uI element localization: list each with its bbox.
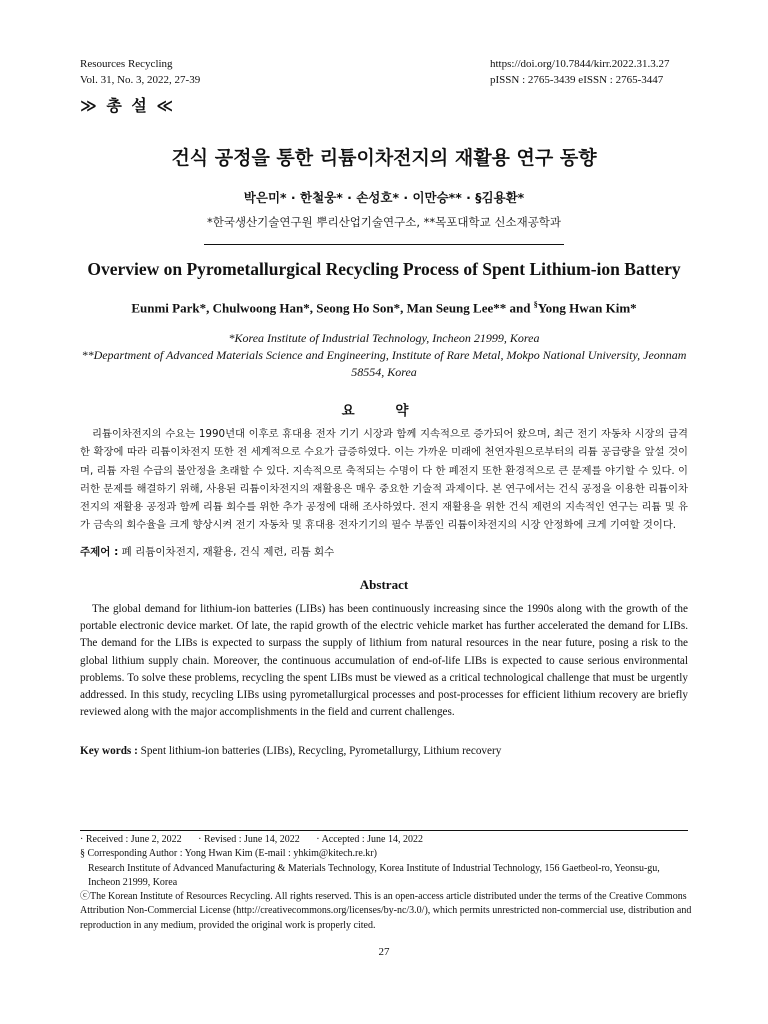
title-divider (204, 244, 564, 245)
authors-last: Yong Hwan Kim* (537, 300, 637, 316)
section-tag: ≫ 총 설 ≪ (80, 96, 176, 115)
corresponding-mark: § (533, 300, 538, 309)
footnotes (80, 833, 692, 933)
authors-main: Eunmi Park*, Chulwoong Han*, Seong Ho Son*, Man Seung Lee** and (131, 300, 534, 316)
english-keywords-label: Key words : (80, 745, 138, 757)
copyright-notice: ⓒThe Korean Institute of Resources Recycling. All rights reserved. This is an open-access article distributed under the terms of the Creative Commons Attribution Non-Commercial License (http://creativecommons.org/licenses/by-nc/3.0/), which permits unrestricted non-commercial use, distribution and reproduction in any medium, provided the original work is properly cited. (80, 891, 692, 931)
issn: pISSN : 2765-3439 eISSN : 2765-3447 (490, 74, 664, 86)
author-address: Research Institute of Advanced Manufacturing & Materials Technology, Korea Institute of Industrial Technology, 156 Gaetbeol-ro, Yeonsu-gu, Incheon 21999, Korea (88, 862, 660, 888)
doi-header (490, 56, 690, 88)
journal-name: Resources Recycling (80, 58, 173, 70)
footnote-divider (80, 830, 688, 831)
korean-keywords (80, 544, 688, 559)
english-title: Overview on Pyrometallurgical Recycling Process of Spent Lithium-ion Battery (87, 259, 681, 279)
journal-header (80, 56, 200, 88)
english-keywords-text: Spent lithium-ion batteries (LIBs), Recycling, Pyrometallurgy, Lithium recovery (140, 745, 502, 757)
doi-link[interactable]: https://doi.org/10.7844/kirr.2022.31.3.27 (490, 58, 670, 70)
korean-keywords-label: 주제어 : (80, 546, 119, 558)
english-abstract-heading: Abstract (359, 577, 409, 592)
english-authors (0, 300, 768, 316)
accepted-date: · Accepted : June 14, 2022 (316, 834, 423, 845)
korean-title: 건식 공정을 통한 리튬이차전지의 재활용 연구 동향 (171, 147, 597, 169)
english-keywords (80, 745, 688, 757)
revised-date: · Revised : June 14, 2022 (198, 834, 300, 845)
journal-volume: Vol. 31, No. 3, 2022, 27-39 (80, 74, 201, 86)
dates-line (80, 833, 692, 847)
affiliation-2: **Department of Advanced Materials Science and Engineering, Institute of Rare Metal, Mokpo National University, Jeonnam 58554, Korea (81, 348, 687, 379)
korean-affiliation: *한국생산기술연구원 뿌리산업기술연구소, **목포대학교 신소재공학과 (206, 215, 562, 229)
english-abstract: The global demand for lithium-ion batteries (LIBs) has been continuously increasing since the 1990s along with the growth of the portable electronic device market. Of late, the rapid growth of the electric vehicle market has further accelerated the demand for LIBs. The demand for the LIBs is expected to surpass the supply of lithium from natural resources in the near future, posing a risk to the global lithium supply chain. Moreover, the continuous accumulation of end-of-life LIBs is expected to cause serious environmental problems. To solve these problems, recycling the spent LIBs must be viewed as a critical technological challenge that must be urgently addressed. In this study, recycling LIBs using pyrometallurgical processes and post-processes for efficient lithium recovery are briefly reviewed along with the major accomplishments in the field and current challenges. (80, 603, 688, 719)
received-date: · Received : June 2, 2022 (80, 834, 182, 845)
korean-authors: 박은미* · 한철웅* · 손성호* · 이만승** · §김용환* (243, 190, 525, 205)
affiliation-1: *Korea Institute of Industrial Technology, Incheon 21999, Korea (228, 331, 540, 345)
corresponding-author: § Corresponding Author : Yong Hwan Kim (E-mail : yhkim@kitech.re.kr) (80, 848, 377, 860)
english-affiliations (80, 330, 688, 381)
page-number: 27 (378, 946, 390, 958)
korean-keywords-text: 폐 리튬이차전지, 재활용, 건식 제련, 리튬 회수 (121, 546, 335, 558)
korean-abstract: 리튬이차전지의 수요는 1990년대 이후로 휴대용 전자 기기 시장과 함께 지속적으로 증가되어 왔으며, 최근 전기 자동차 시장의 급격한 확장에 따라 리튬이차전지 또한 전 세계적으로 수요가 급증하였다. 이는 가까운 미래에 천연자원으로부터의 리튬 공급량을 앞설 것이며, 리튬 자원 수급의 불안정을 초래할 수 있다. 지속적으로 축적되는 수명이 다 한 폐전지 또한 환경적으로 큰 문제를 야기할 수 있다. 이러한 문제를 해결하기 위해, 사용된 리튬이차전지의 재활용은 매우 중요한 기술적 과제이다. 본 연구에서는 건식 공정을 이용한 리튬이차전지의 재활용 공정과 함께 리튬 회수를 위한 추가 공정에 대해 조사하였다. 전지 재활용을 위한 건식 제련의 지속적인 연구는 리튬 및 유가 금속의 회수율을 크게 향상시켜 전기 자동차 및 휴대용 전자기기의 필수 부품인 리튬이차전지의 시장 안정화에 크게 기여할 것이다. (80, 428, 688, 532)
korean-abstract-heading: 요 약 (341, 403, 427, 419)
